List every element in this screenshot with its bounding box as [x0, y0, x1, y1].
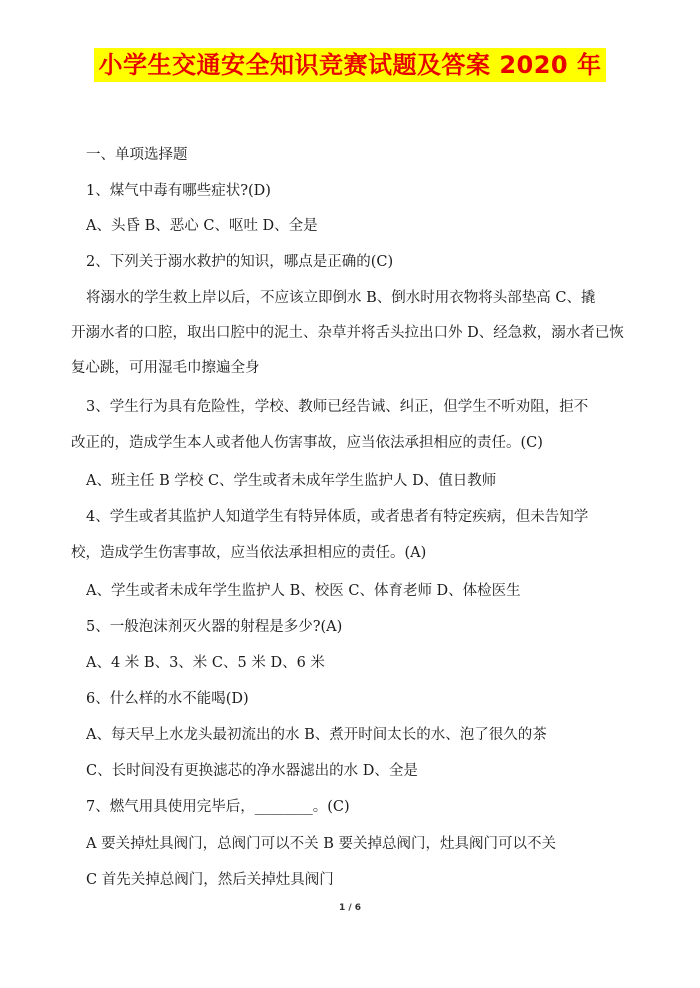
question-6: 6、什么样的水不能喝(D): [86, 691, 249, 707]
question-7: 7、燃气用具使用完毕后，________。(C): [86, 799, 350, 815]
question-4-line-2: 校，造成学生伤害事故，应当依法承担相应的责任。(A): [71, 545, 427, 561]
question-3-line-2: 改正的，造成学生本人或者他人伤害事故，应当依法承担相应的责任。(C): [71, 435, 543, 451]
question-2-text-line-3: 复心跳，可用湿毛巾擦遍全身: [71, 360, 260, 376]
question-7-options-line-1: A 要关掉灶具阀门，总阀门可以不关 B 要关掉总阀门，灶具阀门可以不关: [86, 836, 556, 852]
question-1: 1、煤气中毒有哪些症状?(D): [86, 183, 271, 199]
question-4-options: A、学生或者未成年学生监护人 B、校医 C、体育老师 D、体检医生: [86, 583, 521, 599]
question-3-options: A、班主任 B 学校 C、学生或者未成年学生监护人 D、值日教师: [86, 473, 497, 489]
question-1-options: A、头昏 B、恶心 C、呕吐 D、全是: [86, 218, 318, 234]
page-number: 1 / 6: [338, 903, 362, 913]
question-6-options-line-2: C、长时间没有更换滤芯的净水器滤出的水 D、全是: [86, 763, 418, 779]
question-6-options-line-1: A、每天早上水龙头最初流出的水 B、煮开时间太长的水、泡了很久的茶: [86, 727, 547, 743]
question-5-options: A、4 米 B、3、米 C、5 米 D、6 米: [86, 655, 325, 671]
question-7-options-line-2: C 首先关掉总阀门，然后关掉灶具阀门: [86, 872, 334, 888]
question-2: 2、下列关于溺水救护的知识，哪点是正确的(C): [86, 254, 394, 270]
question-5: 5、一般泡沫剂灭火器的射程是多少?(A): [86, 619, 343, 635]
question-3-line-1: 3、学生行为具有危险性，学校、教师已经告诫、纠正，但学生不听劝阻，拒不: [86, 399, 589, 415]
section-heading: 一、单项选择题: [86, 147, 188, 163]
page-title: 小学生交通安全知识竞赛试题及答案 2020 年: [94, 48, 605, 82]
title-wrapper: [0, 48, 700, 82]
question-2-text-line-2: 开溺水者的口腔，取出口腔中的泥土、杂草并将舌头拉出口外 D、经急救，溺水者已恢: [71, 325, 624, 341]
question-2-text-line-1: 将溺水的学生救上岸以后，不应该立即倒水 B、倒水时用衣物将头部垫高 C、撬: [86, 290, 596, 306]
question-4-line-1: 4、学生或者其监护人知道学生有特异体质，或者患者有特定疾病，但未告知学: [86, 509, 589, 525]
